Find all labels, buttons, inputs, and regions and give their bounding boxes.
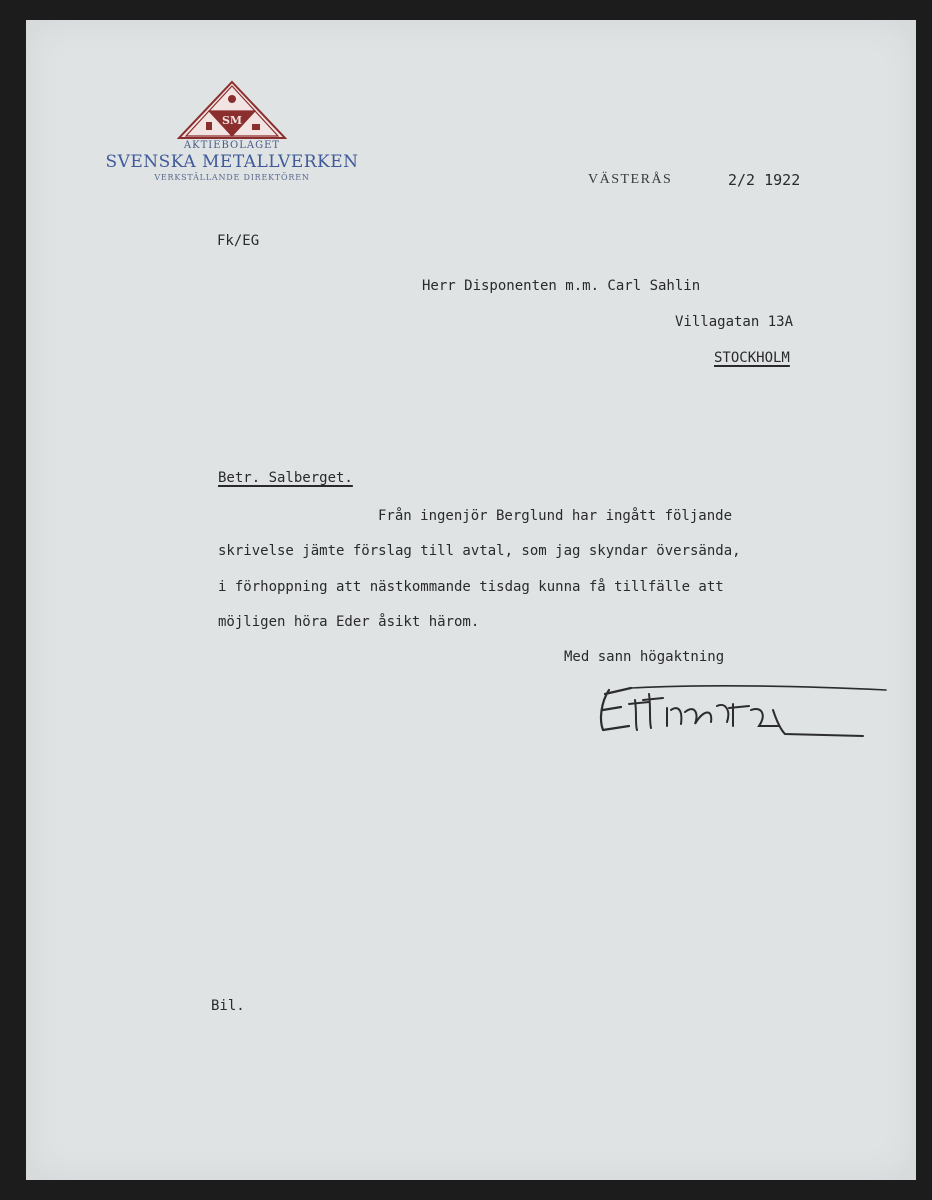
triangle-logo-icon [177, 80, 287, 140]
place-name: VÄSTERÅS [588, 172, 673, 187]
company-prefix: AKTIEBOLAGET [183, 140, 281, 151]
closing-line: Med sann högaktning [564, 649, 725, 665]
subject-line: Betr. Salberget. [218, 470, 353, 486]
body-line: skrivelse jämte förslag till avtal, som jag skyndar översända, [218, 543, 741, 559]
letterhead [96, 80, 368, 184]
company-name: SVENSKA METALLVERKEN [105, 152, 359, 172]
reference-code: Fk/EG [217, 233, 260, 249]
letter-date: 2/2 1922 [728, 171, 801, 189]
body-line: i förhoppning att nästkommande tisdag kunna få tillfälle att [218, 579, 724, 595]
recipient-name: Herr Disponenten m.m. Carl Sahlin [422, 278, 701, 294]
recipient-street: Villagatan 13A [675, 314, 794, 330]
body-line: möjligen höra Eder åsikt härom. [218, 614, 480, 630]
body-line: Från ingenjör Berglund har ingått följande [378, 508, 733, 524]
recipient-city: STOCKHOLM [714, 350, 790, 366]
signature-icon [591, 680, 891, 760]
letter-page [26, 20, 916, 1180]
svg-text:SM: SM [221, 114, 243, 127]
signature [591, 680, 891, 765]
enclosure-note: Bil. [211, 998, 245, 1014]
department-name: VERKSTÄLLANDE DIREKTÖREN [154, 173, 310, 182]
